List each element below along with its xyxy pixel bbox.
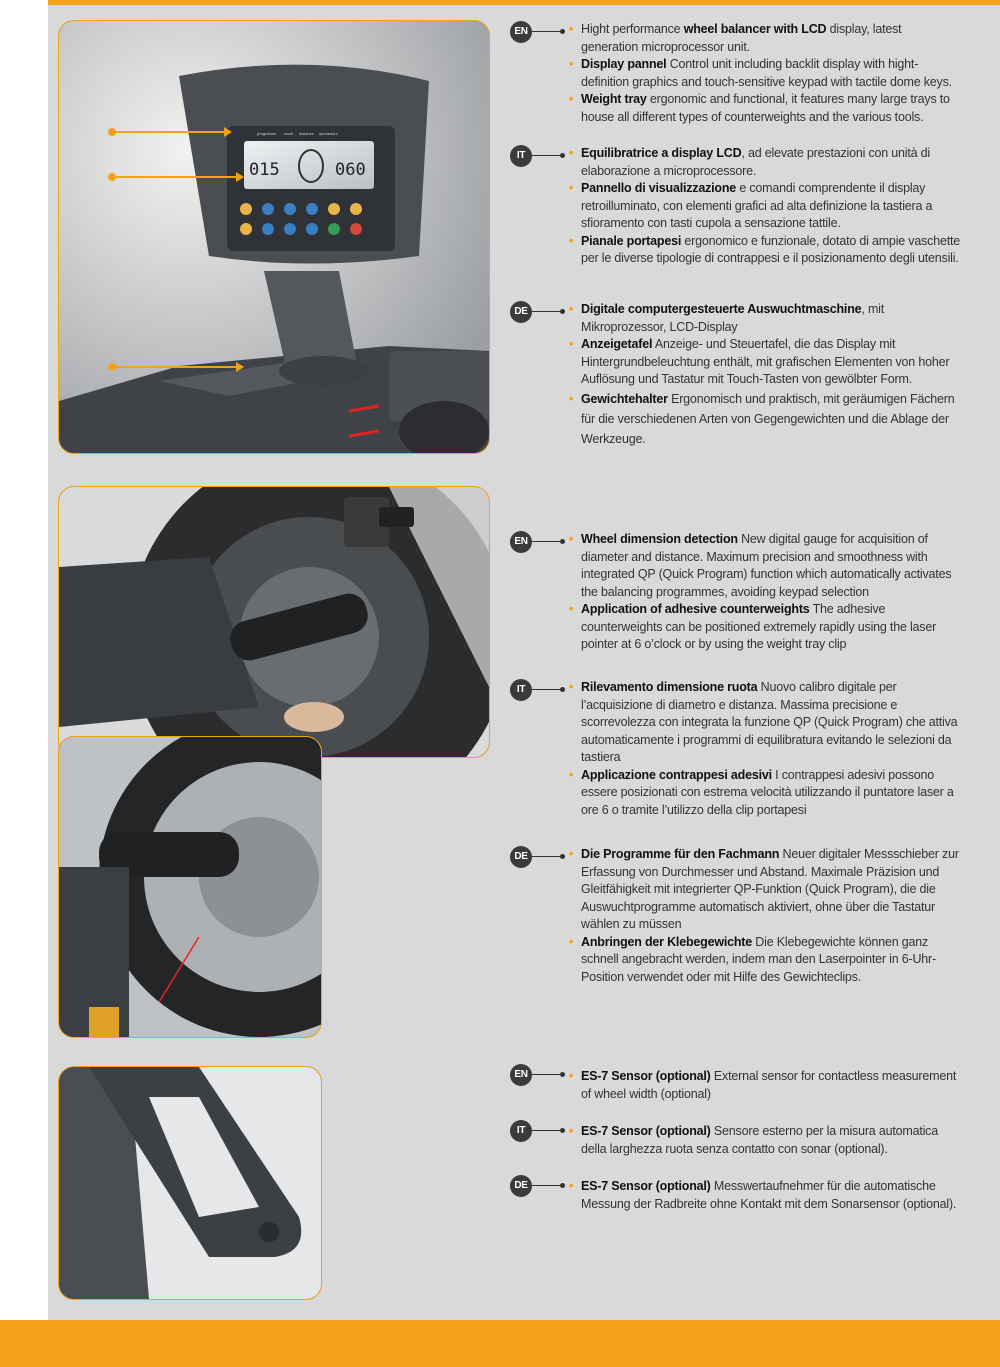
feature-item: • ES-7 Sensor (optional) External sensor for contactless measurement of wheel width (optional) <box>568 1068 960 1103</box>
badge-connector <box>532 1130 562 1131</box>
feature-item: • Anbringen der Klebegewichte Die Klebegewichte können ganz schnell angebracht werden, indem man den Laserpointer in 6-Uhr-Position verwendet oder mit Hilfe des Gewichteclips. <box>568 934 960 987</box>
feature-item: • Application of adhesive counterweights The adhesive counterweights can be positioned extremely rapidly using the laser pointer at 6 o’clock or by using the weight tray clip <box>568 601 960 654</box>
feature-item: • ES-7 Sensor (optional) Sensore esterno per la misura automatica della larghezza ruota senza contatto con sonar (optional). <box>568 1123 960 1158</box>
lcd-panel-illustration <box>59 21 489 453</box>
pointer-tray <box>112 366 242 368</box>
es7-sensor-illustration <box>59 1067 321 1299</box>
language-badge-it: IT <box>510 1120 532 1142</box>
pointer-keypad <box>112 176 242 178</box>
badge-connector <box>532 541 562 542</box>
badge-connector <box>532 31 562 32</box>
language-badge-de: DE <box>510 301 532 323</box>
feature-item: • Pianale portapesi ergonomico e funzionale, dotato di ampie vaschette per le diverse tipologie di contrappesi e il posizionamento degli utensili. <box>568 233 960 268</box>
badge-connector <box>532 856 562 857</box>
display-tab-label: operazioni <box>319 131 338 136</box>
display-tab-label: distanze <box>299 131 314 136</box>
top-accent-bar <box>48 0 1000 5</box>
feature-item: • Rilevamento dimensione ruota Nuovo calibro digitale per l’acquisizione di diametro e distanza. Massima precisione e scorrevolezza con integrata la funzione QP (Quick Program) che attiva automaticamente i programmi di equilibratura evitando le selezioni da tastiera <box>568 679 960 767</box>
language-badge-en: EN <box>510 21 532 43</box>
feature-item: • Hight performance wheel balancer with LCD display, latest generation microprocessor unit. <box>568 21 960 56</box>
feature-item: • ES-7 Sensor (optional) Messwertaufnehmer für die automatische Messung der Radbreite ohne Kontakt mit dem Sonarsensor (optional). <box>568 1178 960 1213</box>
language-badge-en: EN <box>510 1064 532 1086</box>
language-badge-it: IT <box>510 679 532 701</box>
photo-lcd-panel <box>58 20 490 454</box>
language-badge-de: DE <box>510 1175 532 1197</box>
feature-item: • Weight tray ergonomic and functional, it features many large trays to house all different types of counterweights and the various tools. <box>568 91 960 126</box>
feature-item: • Anzeigetafel Anzeige- und Steuertafel, die das Display mit Hintergrundbeleuchtung enthält, mit grafischen Elementen von hoher Auflösung und Tastatur mit Touch-Tasten von gewölbter Form. <box>568 336 960 389</box>
feature-item: • Applicazione contrappesi adesivi I contrappesi adesivi possono essere posizionati con estrema velocità utilizzando il puntatore laser a ore 6 o tramite l’utilizzo della clip portapesi <box>568 767 960 820</box>
display-tab-label: programmi <box>257 131 277 136</box>
badge-connector <box>532 155 562 156</box>
badge-connector <box>532 311 562 312</box>
feature-item: • Die Programme für den Fachmann Neuer digitaler Messschieber zur Erfassung von Durchmesser und Abstand. Maximale Präzision und Gleitfähigkeit mit integrierter QP-Funktion (Quick Program), die die Auswuchtprogramme automatisch aktiviert, ohne über die Tastatur wählen zu müssen <box>568 846 960 934</box>
feature-item: • Equilibratrice a display LCD, ad elevate prestazioni con unità di elaborazione a microprocessore. <box>568 145 960 180</box>
language-badge-en: EN <box>510 531 532 553</box>
bottom-accent-bar <box>0 1320 1000 1367</box>
laser-pointer-illustration <box>59 737 321 1037</box>
feature-item: • Digitale computergesteuerte Auswuchtmaschine, mit Mikroprozessor, LCD-Display <box>568 301 960 336</box>
photo-laser-pointer <box>58 736 322 1038</box>
language-badge-de: DE <box>510 846 532 868</box>
language-badge-it: IT <box>510 145 532 167</box>
badge-connector <box>532 1074 562 1075</box>
lcd-left-value: 015 <box>249 160 280 180</box>
photo-es7-sensor <box>58 1066 322 1300</box>
feature-item: • Gewichtehalter Ergonomisch und praktisch, mit geräumigen Fächern für die verschiedenen Arten von Gegengewichten und die Ablage der Werkzeuge. <box>568 389 960 449</box>
wheel-gauge-illustration <box>59 487 489 757</box>
photo-wheel-gauge <box>58 486 490 758</box>
badge-connector <box>532 1185 562 1186</box>
lcd-right-value: 060 <box>335 160 366 180</box>
pointer-display <box>112 131 230 133</box>
badge-connector <box>532 689 562 690</box>
feature-item: • Pannello di visualizzazione e comandi comprendente il display retroilluminato, con elementi grafici ad alta definizione la tastiera a sfioramento con tasti cupola a sensazione tattile. <box>568 180 960 233</box>
feature-item: • Wheel dimension detection New digital gauge for acquisition of diameter and distance. Maximum precision and smoothness with integrated QP (Quick Program) function which automatically activates the balancing programmes, avoiding keypad selection <box>568 531 960 601</box>
feature-item: • Display pannel Control unit including backlit display with hight-definition graphics and touch-sensitive keypad with tactile dome keys. <box>568 56 960 91</box>
display-tab-label: modi <box>284 131 293 136</box>
